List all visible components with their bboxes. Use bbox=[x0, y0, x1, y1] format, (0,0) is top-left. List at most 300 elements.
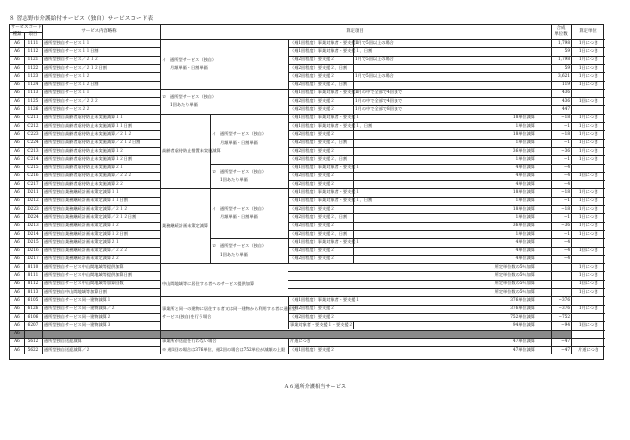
col-line-cond-b bbox=[353, 321, 354, 329]
row-line bbox=[10, 139, 160, 140]
row-kind: A6 bbox=[14, 47, 20, 53]
col-line-item bbox=[24, 32, 25, 354]
row-line bbox=[10, 238, 160, 239]
row-kind: A6 bbox=[14, 39, 20, 45]
group-line bbox=[160, 114, 288, 115]
row-condition: 4単位減算 bbox=[515, 247, 535, 253]
row-units: 59 bbox=[564, 47, 570, 53]
row-unit-basis: 1日につき bbox=[578, 272, 599, 277]
row-spec: （週2回程度）要支援２ bbox=[290, 106, 335, 111]
group-base-day-label: 通所型サービス（独自） bbox=[170, 56, 217, 62]
row-spec: （週2回程度）要支援２、日割 bbox=[290, 64, 348, 70]
row-condition: 376単位減算 bbox=[510, 305, 535, 311]
row-line bbox=[10, 147, 160, 148]
row-line-right bbox=[288, 330, 605, 331]
row-units: −18 bbox=[561, 130, 570, 136]
row-kind: A6 bbox=[14, 81, 20, 87]
row-service-name: 通所型独自サービス中山間地域等加算回数 bbox=[44, 280, 124, 286]
row-item-code: C216 bbox=[27, 172, 39, 178]
row-condition: 47単位減算 bbox=[512, 346, 535, 352]
row-kind: A6 bbox=[14, 72, 20, 78]
abuse-marker-ro: ロ bbox=[212, 168, 217, 174]
row-service-name: 通所型独自業務継続計画未策定減算１１ bbox=[44, 189, 120, 194]
row-line bbox=[10, 280, 160, 281]
row-line bbox=[10, 197, 160, 198]
row-line-right bbox=[288, 222, 605, 223]
row-kind: A6 bbox=[14, 106, 20, 111]
row-item-code: 1123 bbox=[27, 72, 39, 78]
row-line-right bbox=[288, 305, 605, 306]
row-kind: A6 bbox=[14, 272, 20, 277]
row-kind: A6 bbox=[14, 97, 20, 103]
row-units: −36 bbox=[561, 222, 570, 228]
row-item-code: 1111 bbox=[27, 39, 39, 45]
row-condition: 47単位減算 bbox=[512, 338, 535, 344]
row-spec: （週1回程度）事業対象者・要支援１、日割 bbox=[290, 197, 373, 203]
row-line bbox=[10, 89, 160, 90]
row-line bbox=[10, 81, 160, 82]
row-kind: A6 bbox=[14, 172, 20, 178]
row-item-code: C211 bbox=[27, 114, 39, 120]
bcp-ro-sub: 1回あたり単価 bbox=[220, 251, 248, 257]
group-abuse-label: 高齢者虐待防止措置未実施減算 bbox=[162, 147, 221, 153]
row-item-code: 6106 bbox=[27, 313, 39, 319]
row-line-right bbox=[288, 72, 605, 73]
group-line bbox=[160, 39, 288, 40]
row-spec: （週1回程度）事業対象者・要支援１ bbox=[290, 238, 360, 244]
row-item-code: C213 bbox=[27, 147, 39, 153]
group-same-building-label: 事業所と同一の建物に居住する者又は同一建物から利用する者に通所型 bbox=[162, 305, 297, 311]
row-line-right bbox=[288, 230, 605, 231]
row-line-right bbox=[288, 188, 605, 189]
row-line bbox=[10, 188, 160, 189]
row-units: −1 bbox=[563, 122, 570, 128]
header-service-name: サービス内容略称 bbox=[81, 28, 117, 34]
row-units: 436 bbox=[562, 97, 570, 103]
row-condition: 1月の中で全部で8回まで bbox=[355, 106, 403, 111]
row-condition: 所定単位数の5％加算 bbox=[494, 263, 535, 269]
row-spec: （週2回程度）要支援２、日割 bbox=[290, 139, 348, 145]
row-item-code: D214 bbox=[27, 230, 39, 236]
row-kind: A6 bbox=[14, 338, 20, 344]
row-line bbox=[10, 213, 160, 214]
group-base-visit-sub: 1回あたり単価 bbox=[170, 102, 198, 108]
row-line-right bbox=[288, 197, 605, 198]
row-item-code: 6207 bbox=[27, 321, 39, 327]
row-service-name: 通所型独自業務継続計画未策定減算／２２２ bbox=[44, 247, 128, 253]
row-unit-basis: 1月につき bbox=[578, 263, 599, 269]
row-condition: 所定単位数の5％加算 bbox=[494, 272, 535, 277]
row-kind: A6 bbox=[14, 230, 20, 236]
row-kind: A6 bbox=[14, 189, 20, 194]
col-line-spec-b bbox=[288, 296, 289, 329]
row-unit-basis: 1回につき bbox=[578, 247, 599, 253]
row-unit-basis: 1月につき bbox=[578, 147, 599, 153]
row-line-right bbox=[288, 205, 605, 206]
row-unit-basis: 1月につき bbox=[578, 72, 599, 78]
row-condition: 1単位減算 bbox=[515, 213, 535, 219]
row-condition: 4単位減算 bbox=[515, 180, 535, 186]
row-kind: A6 bbox=[14, 155, 20, 161]
row-line bbox=[10, 247, 160, 248]
abuse-ro-label: 通所型サービス（独自） bbox=[220, 168, 267, 174]
row-line bbox=[10, 313, 160, 314]
row-kind: A6 bbox=[14, 64, 20, 70]
header-split-line bbox=[10, 32, 42, 33]
row-kind: A6 bbox=[14, 296, 20, 302]
group-base-visit-label: 通所型サービス（独自） bbox=[170, 93, 217, 99]
row-line-right bbox=[288, 97, 605, 98]
group-line bbox=[160, 89, 288, 90]
group-marker-ro: ロ bbox=[162, 93, 167, 99]
row-units: −1 bbox=[563, 230, 570, 236]
row-kind: A6 bbox=[14, 247, 20, 253]
header-units-sub: 単位数 bbox=[554, 31, 568, 37]
row-item-code: C223 bbox=[27, 130, 39, 136]
row-item-code: D216 bbox=[27, 247, 39, 253]
row-line bbox=[10, 330, 160, 331]
group-line bbox=[160, 296, 288, 297]
col-line-units bbox=[551, 25, 552, 354]
row-service-name: 通所型独自送迎減算 bbox=[44, 338, 82, 344]
row-unit-basis: 1日につき bbox=[578, 288, 599, 294]
row-condition: 4単位減算 bbox=[515, 172, 535, 178]
row-line-right bbox=[288, 81, 605, 82]
row-line-right bbox=[288, 346, 605, 347]
abuse-marker-i: イ bbox=[212, 131, 217, 137]
row-condition: 1単位減算 bbox=[515, 230, 535, 236]
row-units: −36 bbox=[561, 147, 570, 153]
row-kind: A6 bbox=[14, 114, 20, 120]
row-condition: 1単位減算 bbox=[515, 122, 535, 128]
row-spec: （週1回程度）事業対象者・要支援１ bbox=[290, 296, 360, 302]
row-kind: A6 bbox=[14, 346, 20, 352]
row-line bbox=[10, 130, 160, 131]
row-units: −752 bbox=[558, 313, 570, 319]
row-units: −18 bbox=[561, 205, 570, 211]
group-bcp-label: 業務継続計画未策定減算 bbox=[162, 222, 209, 228]
row-service-name: 通所型独自高齢者虐待防止未実施減算／２１２日割 bbox=[44, 139, 141, 145]
row-line-right bbox=[288, 213, 605, 214]
row-spec: （週2回程度）要支援２ bbox=[290, 56, 335, 62]
row-line-right bbox=[288, 139, 605, 140]
row-line bbox=[10, 222, 160, 223]
row-spec: （週2回程度）要支援２、日割 bbox=[290, 213, 348, 219]
row-kind: A6 bbox=[14, 280, 20, 286]
row-condition: 4単位減算 bbox=[515, 238, 535, 244]
row-line-right bbox=[288, 180, 605, 181]
bcp-i-sub: 月額単価・日割単価 bbox=[220, 214, 258, 220]
row-service-name: 通所型独自業務継続計画未策定減算２１ bbox=[44, 238, 120, 244]
row-service-name: 通所型独自サービス同一建物減算３ bbox=[44, 321, 112, 327]
row-kind: A6 bbox=[14, 130, 20, 136]
row-kind: A6 bbox=[14, 164, 20, 170]
row-line-right bbox=[288, 338, 605, 339]
group-line bbox=[160, 263, 288, 264]
col-line-basis bbox=[571, 25, 572, 354]
row-units: −4 bbox=[563, 172, 570, 178]
row-line bbox=[10, 230, 160, 231]
row-condition: 36単位減算 bbox=[512, 222, 535, 228]
row-spec: （週2回程度）要支援２ bbox=[290, 180, 335, 186]
row-line-right bbox=[288, 296, 605, 297]
row-spec: （週1回程度）事業対象者・要支援１ bbox=[290, 114, 360, 120]
row-item-code: 6126 bbox=[27, 305, 39, 311]
header-units: 合成 bbox=[556, 25, 566, 31]
row-item-code: D215 bbox=[27, 238, 39, 244]
header-item: 項目 bbox=[28, 31, 38, 37]
row-item-code: 1113 bbox=[27, 89, 39, 95]
row-unit-basis: 1日につき bbox=[578, 155, 599, 161]
row-item-code: 8110 bbox=[27, 263, 39, 269]
row-units: 436 bbox=[562, 89, 570, 95]
col-line-name bbox=[42, 25, 43, 354]
row-item-code: D213 bbox=[27, 222, 39, 228]
row-service-name: 通所型独自サービス／２２２ bbox=[44, 97, 99, 103]
row-line bbox=[10, 180, 160, 181]
row-condition: 4単位減算 bbox=[515, 164, 535, 170]
row-unit-basis: 1日につき bbox=[578, 139, 599, 145]
row-service-name: 通所型独自業務継続計画未策定減算２２ bbox=[44, 255, 120, 261]
row-unit-basis: 1月につき bbox=[578, 130, 599, 136]
row-item-code: C212 bbox=[27, 122, 39, 128]
col-line-cond bbox=[353, 39, 354, 263]
row-line bbox=[10, 97, 160, 98]
row-condition: 752単位減算 bbox=[510, 313, 535, 319]
row-spec: （週2回程度）要支援２ bbox=[290, 205, 335, 211]
row-service-name: 通所型独自サービス同一建物減算１ bbox=[44, 296, 112, 302]
row-kind: A6 bbox=[14, 139, 20, 145]
row-line bbox=[10, 47, 160, 48]
row-line bbox=[10, 172, 160, 173]
row-item-code: D217 bbox=[27, 255, 39, 261]
row-unit-basis: 1日につき bbox=[578, 230, 599, 236]
row-item-code: 5622 bbox=[27, 346, 39, 352]
group-transport-label: 事業所が送迎を行わない場合 bbox=[162, 338, 217, 344]
row-item-code: C224 bbox=[27, 139, 39, 145]
row-condition: 4単位減算 bbox=[515, 255, 535, 261]
row-service-name: 通所型独自送迎減算／２ bbox=[44, 346, 91, 352]
row-spec: （週1回程度）事業対象者・要支援１、日割 bbox=[290, 122, 373, 128]
row-service-name: 通所型独自サービス中山間地域等提供加算 bbox=[44, 263, 124, 269]
row-item-code: 8113 bbox=[27, 288, 39, 294]
row-item-code: C214 bbox=[27, 155, 39, 161]
row-kind: A6 bbox=[14, 238, 20, 244]
row-condition: 1単位減算 bbox=[515, 197, 535, 203]
row-line bbox=[10, 64, 160, 65]
row-service-name: 通所型独自業務継続計画未策定減算１２日割 bbox=[44, 230, 128, 236]
row-units: −18 bbox=[561, 189, 570, 194]
row-units: 1,798 bbox=[558, 56, 570, 62]
service-code-table bbox=[9, 24, 604, 360]
row-units: −4 bbox=[563, 238, 570, 244]
row-service-name: 通所型独自高齢者虐待防止未実施減算１２ bbox=[44, 147, 124, 153]
page-footer: Ａ６通所介護相当サービス bbox=[283, 384, 347, 390]
row-spec: （週1回程度）事業対象者・要支援１、日割 bbox=[290, 47, 373, 53]
row-line-right bbox=[288, 255, 605, 256]
row-line bbox=[10, 205, 160, 206]
row-item-code: D212 bbox=[27, 197, 39, 203]
row-unit-basis: 1回につき bbox=[578, 321, 599, 327]
bcp-ro-label: 通所型サービス（独自） bbox=[220, 243, 267, 249]
row-units: −4 bbox=[563, 247, 570, 253]
row-service-name: 通所型独自サービス１２ bbox=[44, 72, 91, 78]
row-units: −18 bbox=[561, 114, 570, 120]
row-service-name: 通所型独自サービス／２１２日割 bbox=[44, 64, 107, 70]
row-spec: （週2回程度）要支援２ bbox=[290, 172, 335, 178]
row-units: −47 bbox=[561, 346, 570, 352]
row-condition: 1単位減算 bbox=[515, 155, 535, 161]
row-unit-basis: 1日につき bbox=[578, 197, 599, 203]
row-units: −1 bbox=[563, 139, 570, 145]
row-units: 3,621 bbox=[558, 72, 570, 78]
row-line bbox=[10, 255, 160, 256]
row-unit-basis: 1月につき bbox=[578, 39, 599, 45]
row-spec: （週2回程度）要支援２ bbox=[290, 313, 335, 319]
page-title: ８ 習志野市介護給付サービス（独自）サービスコード表 bbox=[9, 16, 154, 22]
row-kind: A6 bbox=[14, 313, 20, 319]
row-line-right bbox=[288, 89, 605, 90]
row-kind: A6 bbox=[14, 288, 20, 294]
row-unit-basis: 1日につき bbox=[578, 81, 599, 87]
bcp-marker-i: イ bbox=[212, 206, 217, 211]
row-unit-basis: 片道につき bbox=[578, 346, 599, 352]
row-condition: 18単位減算 bbox=[512, 130, 535, 136]
row-line bbox=[10, 321, 160, 322]
header-unit-basis: 算定単位 bbox=[579, 28, 597, 34]
row-units: −376 bbox=[558, 305, 570, 311]
row-condition: 1月で5回以上の場合 bbox=[355, 72, 394, 78]
row-line-right bbox=[288, 263, 605, 264]
row-line-right bbox=[288, 288, 605, 289]
row-line-right bbox=[288, 130, 605, 131]
row-spec: （週2回程度）要支援２ bbox=[290, 130, 335, 136]
header-calc-items: 算定項目 bbox=[346, 28, 364, 34]
row-units: −376 bbox=[558, 296, 570, 302]
row-spec: （週1回程度）事業対象者・要支援１ bbox=[290, 189, 360, 194]
row-spec: （週2回程度）要支援２、日割 bbox=[290, 155, 348, 161]
row-condition: 18単位減算 bbox=[512, 205, 535, 211]
row-spec: （週2回程度）要支援２ bbox=[290, 72, 335, 78]
row-spec: （週1回程度）要支援２ bbox=[290, 346, 335, 352]
subgroup-split bbox=[210, 164, 288, 165]
row-line-right bbox=[288, 114, 605, 115]
row-item-code: 1112 bbox=[27, 47, 39, 53]
row-kind: A6 bbox=[14, 147, 20, 153]
row-service-name: 通所型独自高齢者虐待防止未実施減算２２ bbox=[44, 180, 124, 186]
row-condition: 1月で5回以上の場合 bbox=[355, 39, 394, 45]
row-item-code: 5612 bbox=[27, 338, 39, 344]
group-marker-i: イ bbox=[162, 56, 167, 62]
row-line bbox=[10, 72, 160, 73]
row-kind: A6 bbox=[14, 180, 20, 186]
row-item-code: C215 bbox=[27, 164, 39, 170]
row-service-name: 通所型独自サービス同一建物減算／２ bbox=[44, 305, 116, 311]
row-line-right bbox=[288, 155, 605, 156]
row-service-name: 通所型独自サービス２２ bbox=[44, 106, 91, 111]
row-item-code: 1122 bbox=[27, 64, 39, 70]
group-same-building-sub: サービス(独自)を行う場合 bbox=[162, 313, 212, 319]
row-line-right bbox=[288, 280, 605, 281]
row-line-right bbox=[288, 271, 605, 272]
row-units: −1 bbox=[563, 197, 570, 203]
row-service-name: 通所型独自サービス１１ bbox=[44, 89, 91, 95]
row-line-right bbox=[288, 64, 605, 65]
row-condition: 1月で5回以上の場合 bbox=[355, 56, 394, 62]
row-unit-basis: 1回につき bbox=[578, 97, 599, 103]
row-condition: 18単位減算 bbox=[512, 114, 535, 120]
row-kind: A6 bbox=[14, 122, 20, 128]
row-kind: A6 bbox=[14, 89, 20, 95]
row-line bbox=[10, 338, 160, 339]
row-service-name: 通所型独自サービス／２１２ bbox=[44, 56, 99, 62]
row-line-right bbox=[288, 247, 605, 248]
row-unit-basis: 1回につき bbox=[578, 280, 599, 286]
row-item-code: C217 bbox=[27, 180, 39, 186]
row-unit-basis: 1月につき bbox=[578, 189, 599, 194]
row-condition: 1月の中で全部で4回まで bbox=[355, 97, 403, 103]
row-units: −47 bbox=[561, 338, 570, 344]
row-spec: （週2回程度）要支援２ bbox=[290, 305, 335, 311]
row-unit-basis: 1月につき bbox=[578, 205, 599, 211]
row-line-right bbox=[288, 313, 605, 314]
row-unit-basis: 1月につき bbox=[578, 56, 599, 62]
row-units: 447 bbox=[562, 106, 570, 111]
row-line bbox=[10, 296, 160, 297]
row-kind: A6 bbox=[14, 222, 20, 228]
row-service-name: 通所型独自サービス１１日割 bbox=[44, 47, 99, 53]
row-spec: 片道につき bbox=[290, 338, 311, 344]
row-spec: （週1回程度）事業対象者・要支援１ bbox=[290, 89, 360, 95]
group-transport-note: ※ 週1回の場合は376単位、週2回の場合は752単位が減額の上限 bbox=[162, 346, 286, 352]
row-line bbox=[10, 305, 160, 306]
row-kind: A6 bbox=[14, 205, 20, 211]
row-unit-basis: 1日につき bbox=[578, 213, 599, 219]
row-item-code: 8111 bbox=[27, 272, 39, 277]
row-line bbox=[10, 271, 160, 272]
row-units: −94 bbox=[561, 321, 570, 327]
row-service-name: 通所型独自業務継続計画未策定減算／２１２ bbox=[44, 205, 128, 211]
row-line-right bbox=[288, 172, 605, 173]
abuse-i-label: 通所型サービス（独自） bbox=[220, 131, 267, 137]
row-service-name: 通所型独自高齢者虐待防止未実施減算１２日割 bbox=[44, 155, 132, 161]
row-line-right bbox=[288, 147, 605, 148]
row-unit-basis: 1回につき bbox=[578, 172, 599, 178]
row-spec: （週2回程度）要支援２ bbox=[290, 255, 335, 261]
row-line bbox=[10, 155, 160, 156]
row-service-name: 通所型独自サービス中山間地域等提供加算日割 bbox=[44, 272, 132, 277]
row-units: −1 bbox=[563, 155, 570, 161]
row-item-code: 1125 bbox=[27, 97, 39, 103]
highlighted-row-band bbox=[10, 330, 571, 338]
row-service-name: 通所型独自サービス１１ bbox=[44, 39, 91, 45]
row-line-right bbox=[288, 47, 605, 48]
row-condition: 94単位減算 bbox=[512, 321, 535, 327]
row-spec: （週2回程度）要支援２ bbox=[290, 147, 335, 153]
row-condition: 36単位減算 bbox=[512, 147, 535, 153]
row-item-code: D224 bbox=[27, 213, 39, 219]
row-kind: A6 bbox=[14, 321, 20, 327]
row-unit-basis: 1月につき bbox=[578, 305, 599, 311]
group-line bbox=[160, 330, 288, 331]
row-spec: （週2回程度）要支援２ bbox=[290, 97, 335, 103]
row-kind: A6 bbox=[14, 56, 20, 62]
row-service-name: 通所型独自サービス１２日割 bbox=[44, 81, 99, 87]
row-service-name: 通所型独自サービス同一建物減算２ bbox=[44, 313, 112, 319]
row-service-name: 通所型独自業務継続計画未策定減算１２ bbox=[44, 222, 120, 228]
row-unit-basis: 1日につき bbox=[578, 122, 599, 128]
row-units: 119 bbox=[562, 81, 570, 87]
